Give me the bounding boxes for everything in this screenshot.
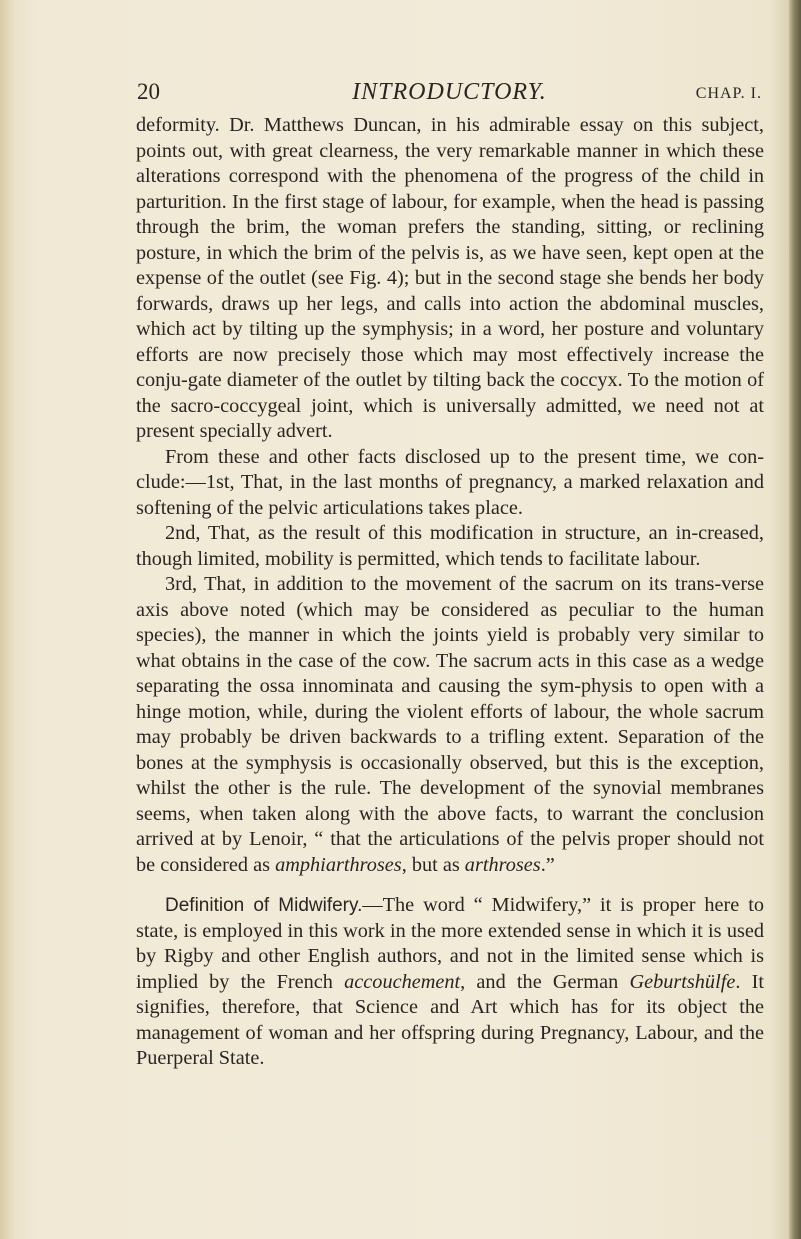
paragraph-definition <box>136 893 764 1072</box>
definition-text-middle: , and the German <box>460 970 630 993</box>
paragraph-conclusions: From these and other facts disclosed up to the present time, we con-clude:—1st, That, in the last months of pregnancy, a marked relaxation and softening of the pelvic articulations takes place. <box>136 445 764 519</box>
paragraph-third-point <box>136 572 764 878</box>
third-point-text-middle: , but as <box>401 853 465 876</box>
paragraph-second-point: 2nd, That, as the result of this modification in structure, an in-creased, though limited, mobility is permitted, which tends to facilitate labour. <box>136 522 764 570</box>
term-accouchement: accouchement <box>344 970 461 993</box>
term-geburtshulfe: Geburtshülfe <box>629 970 736 993</box>
third-point-text-end: .” <box>540 853 555 876</box>
paragraph-deformity: deformity. Dr. Matthews Duncan, in his admirable essay on this subject, points out, with great clearness, the very remarkable manner in which these alterations correspond with the phenomena of the progress of the child in parturition. In the first stage of labour, for example, when the head is passing through the brim, the woman prefers the standing, sitting, or reclining posture, in which the brim of the pelvis is, as we have seen, kept open at the expense of the outlet (see Fig. 4); but in the second stage she bends her body forwards, draws up her legs, and calls into action the abdominal muscles, which act by tilting up the symphysis; in a word, her posture and voluntary efforts are now precisely those which may most effectively increase the conju-gate diameter of the outlet by tilting back the coccyx. To the motion of the sacro-coccygeal joint, which is universally admitted, we need not at present specially advert. <box>136 114 764 442</box>
page-edge <box>789 0 801 1239</box>
section-heading: Definition of Midwifery. <box>165 895 363 916</box>
page-gutter <box>0 0 14 1239</box>
term-arthroses: arthroses <box>464 853 541 876</box>
definition-text: —The word “ Midwifery,” it is proper here to state, is employed in this work in the more extended sense in which it is used by Rigby and other English authors, and not in the limited sense which is implied by the French <box>136 894 764 993</box>
third-point-text: 3rd, That, in addition to the movement of the sacrum on its trans-verse axis above noted (which may be considered as peculiar to the human species), the manner in which the joints yield is probably very similar to what obtains in the case of the cow. The sacrum acts in this case as a wedge separating the ossa innominata and causing the sym-physis to open with a hinge motion, while, during the violent efforts of labour, the whole sacrum may probably be driven backwards to a trifling extent. Separation of the bones at the symphysis is occasionally observed, but this is the exception, whilst the other is the rule. The development of the synovial membranes seems, when taken along with the above facts, to warrant the conclusion arrived at by Lenoir, “ that the articulations of the pelvis proper should not be considered as <box>136 573 764 876</box>
term-amphiarthroses: amphiarthroses <box>275 853 402 876</box>
body-text <box>136 113 764 1072</box>
page-number: 20 <box>137 79 160 104</box>
running-title: INTRODUCTORY. <box>352 79 547 105</box>
definition-text-end: . It signifies, therefore, that Science and Art which has for its object the management of woman and her offspring during Pregnancy, Labour, and the Puerperal State. <box>136 970 765 1069</box>
chapter-label: CHAP. I. <box>695 85 762 102</box>
page-header <box>137 76 762 108</box>
